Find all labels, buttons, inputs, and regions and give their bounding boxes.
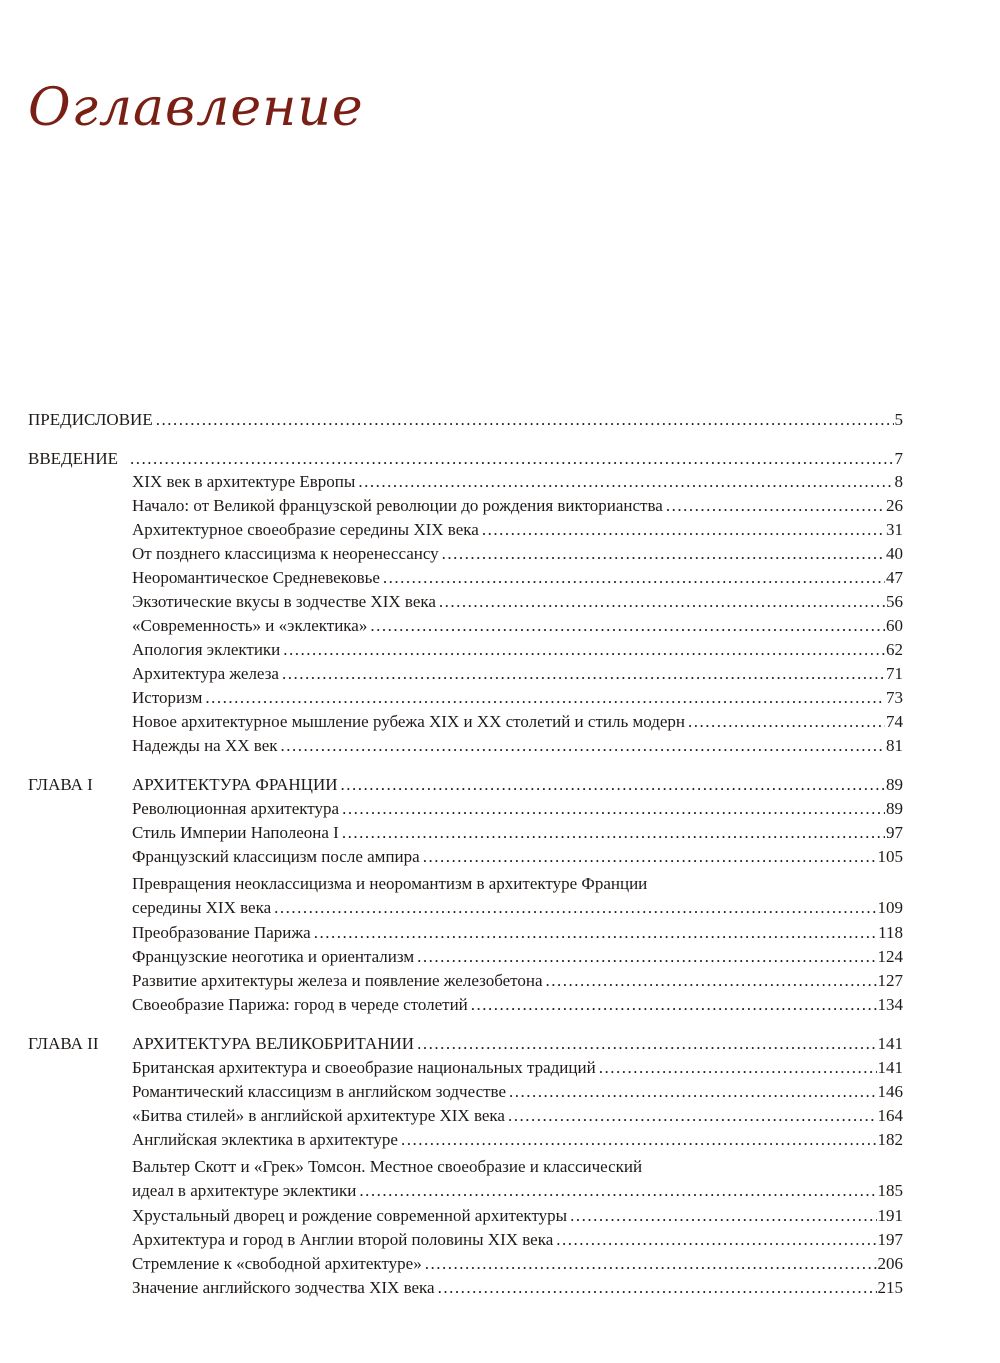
toc-page-number: 40: [886, 544, 903, 563]
toc-entry-label: Своеобразие Парижа: город в череде столетий: [132, 995, 468, 1014]
toc-entry-label: «Современность» и «эклектика»: [132, 616, 368, 635]
dot-leader: [425, 1253, 877, 1275]
dot-leader: [130, 448, 894, 470]
toc-page-number: 47: [886, 568, 903, 587]
toc-entry-label: Хрустальный дворец и рождение современной архитектуры: [132, 1206, 568, 1225]
toc-entry-label-line1: Вальтер Скотт и «Грек» Томсон. Местное своеобразие и классический: [132, 1157, 643, 1176]
toc-page-number: 89: [886, 775, 903, 794]
dot-leader: [342, 822, 885, 844]
toc-page-number: 7: [894, 449, 903, 468]
toc-entry-label: середины XIX века: [132, 898, 272, 917]
toc-entry-label: Неоромантическое Средневековье: [132, 568, 380, 587]
toc-entry-label: Новое архитектурное мышление рубежа XIX и XX столетий и стиль модерн: [132, 712, 686, 731]
toc-entry-label: Стиль Империи Наполеона I: [132, 823, 339, 842]
toc-entry[interactable]: [132, 798, 903, 820]
toc-page-number: 97: [886, 823, 903, 842]
toc-entry-label: Историзм: [132, 688, 203, 707]
toc-page-number: 8: [894, 472, 903, 491]
toc-page-number: 31: [886, 520, 903, 539]
toc-entry-label: Развитие архитектуры железа и появление железобетона: [132, 971, 543, 990]
toc-page-number: 197: [877, 1230, 903, 1249]
toc-entry[interactable]: [132, 1081, 903, 1103]
dot-leader: [688, 711, 885, 733]
toc-entry[interactable]: [132, 543, 903, 565]
toc-entry[interactable]: [132, 1253, 903, 1275]
toc-entry[interactable]: [132, 994, 903, 1016]
toc-entry[interactable]: [132, 1105, 903, 1127]
toc-entry-label: Начало: от Великой французской революции до рождения викторианства: [132, 496, 663, 515]
toc-entry-label: ПРЕДИСЛОВИЕ: [28, 410, 153, 429]
toc-entry-intro[interactable]: [28, 448, 903, 470]
toc-entry-label: АРХИТЕКТУРА ВЕЛИКОБРИТАНИИ: [132, 1034, 415, 1053]
toc-page-number: 81: [886, 736, 903, 755]
toc-entry-label: Архитектура и город в Англии второй половины XIX века: [132, 1230, 554, 1249]
toc-entry[interactable]: [132, 922, 903, 944]
toc-entry[interactable]: [132, 1057, 903, 1079]
toc-page-number: 141: [877, 1034, 903, 1053]
dot-leader: [570, 1205, 876, 1227]
toc-entry[interactable]: [132, 567, 903, 589]
toc-page-number: 26: [886, 496, 903, 515]
toc-entry[interactable]: [132, 946, 903, 968]
toc-entry[interactable]: [132, 735, 903, 757]
chapter-number: ГЛАВА I: [28, 775, 93, 794]
dot-leader: [417, 946, 876, 968]
dot-leader: [383, 567, 885, 589]
toc-entry-chapter-1[interactable]: [132, 774, 903, 796]
dot-leader: [358, 471, 893, 493]
toc-page-number: 118: [878, 923, 903, 942]
dot-leader: [282, 663, 885, 685]
toc-entry[interactable]: [132, 663, 903, 685]
dot-leader: [342, 798, 885, 820]
dot-leader: [471, 994, 877, 1016]
toc-page-number: 5: [894, 410, 903, 429]
toc-page-number: 141: [877, 1058, 903, 1077]
toc-entry-label-line1: Превращения неоклассицизма и неоромантизм в архитектуре Франции: [132, 874, 648, 893]
toc-entry[interactable]: [132, 687, 903, 709]
dot-leader: [509, 1081, 876, 1103]
toc-entry-label: Преобразование Парижа: [132, 923, 311, 942]
toc-page-number: 62: [886, 640, 903, 659]
toc-entry-label: Французские неоготика и ориентализм: [132, 947, 415, 966]
toc-page-number: 191: [877, 1206, 903, 1225]
toc-entry[interactable]: [132, 519, 903, 541]
dot-leader: [438, 1277, 877, 1299]
toc-page-number: 73: [886, 688, 903, 707]
dot-leader: [482, 519, 885, 541]
toc-entry-label: Британская архитектура и своеобразие национальных традиций: [132, 1058, 596, 1077]
toc-page-number: 71: [886, 664, 903, 683]
toc-entry-label: АРХИТЕКТУРА ФРАНЦИИ: [132, 775, 338, 794]
toc-entry[interactable]: [132, 1205, 903, 1227]
dot-leader: [281, 735, 885, 757]
toc-page-number: 124: [877, 947, 903, 966]
toc-page-number: 182: [877, 1130, 903, 1149]
dot-leader: [417, 1033, 876, 1055]
toc-entry-label: Революционная архитектура: [132, 799, 340, 818]
toc-page-number: 56: [886, 592, 903, 611]
dot-leader: [442, 543, 885, 565]
toc-entry[interactable]: [132, 970, 903, 992]
toc-entry-label: XIX век в архитектуре Европы: [132, 472, 356, 491]
dot-leader: [314, 922, 877, 944]
toc-entry-label: Английская эклектика в архитектуре: [132, 1130, 398, 1149]
toc-entry[interactable]: [132, 822, 903, 844]
toc-entry[interactable]: [132, 846, 903, 868]
toc-entry-label: идеал в архитектуре эклектики: [132, 1181, 357, 1200]
toc-entry[interactable]: [132, 471, 903, 493]
toc-entry-label: Надежды на XX век: [132, 736, 278, 755]
toc-entry-label: Французский классицизм после ампира: [132, 847, 420, 866]
toc-entry-label: Архитектурное своеобразие середины XIX века: [132, 520, 479, 539]
toc-entry-label: Апология эклектики: [132, 640, 281, 659]
toc-entry-label: Стремление к «свободной архитектуре»: [132, 1254, 422, 1273]
toc-page-number: 127: [877, 971, 903, 990]
dot-leader: [205, 687, 885, 709]
dot-leader: [156, 409, 894, 431]
page-title: Оглавление: [28, 78, 364, 138]
toc-entry[interactable]: [132, 1277, 903, 1299]
toc-page-number: 146: [877, 1082, 903, 1101]
dot-leader: [546, 970, 877, 992]
toc-entry-label: Значение английского зодчества XIX века: [132, 1278, 435, 1297]
toc-entry-label: ВВЕДЕНИЕ: [28, 449, 118, 468]
dot-leader: [556, 1229, 876, 1251]
toc-entry[interactable]: [132, 1129, 903, 1151]
dot-leader: [283, 639, 885, 661]
toc-page-number: 134: [877, 995, 903, 1014]
toc-entry[interactable]: [132, 711, 903, 733]
toc-entry-label: Экзотические вкусы в зодчестве XIX века: [132, 592, 436, 611]
toc-entry[interactable]: [132, 639, 903, 661]
toc-entry-chapter-2[interactable]: [132, 1033, 903, 1055]
dot-leader: [341, 774, 885, 796]
dot-leader: [439, 591, 885, 613]
toc-entry-label: Романтический классицизм в английском зодчестве: [132, 1082, 507, 1101]
dot-leader: [359, 1180, 876, 1202]
dot-leader: [423, 846, 877, 868]
dot-leader: [370, 615, 885, 637]
toc-page-number: 89: [886, 799, 903, 818]
toc-entry[interactable]: [132, 1229, 903, 1251]
toc-page-number: 109: [877, 898, 903, 917]
dot-leader: [274, 897, 876, 919]
toc-entry[interactable]: [132, 897, 903, 919]
toc-entry-label: От позднего классицизма к неоренессансу: [132, 544, 439, 563]
toc-page-number: 74: [886, 712, 903, 731]
dot-leader: [666, 495, 885, 517]
toc-page-number: 215: [877, 1278, 903, 1297]
toc-entry[interactable]: [132, 591, 903, 613]
toc-entry[interactable]: [132, 1180, 903, 1202]
toc-page-number: 105: [877, 847, 903, 866]
toc-entry-label: Архитектура железа: [132, 664, 279, 683]
toc-entry-preface[interactable]: [28, 409, 903, 431]
dot-leader: [599, 1057, 877, 1079]
toc-page-number: 206: [877, 1254, 903, 1273]
toc-page-number: 60: [886, 616, 903, 635]
toc-entry-label: «Битва стилей» в английской архитектуре XIX века: [132, 1106, 505, 1125]
toc-page-number: 185: [877, 1181, 903, 1200]
dot-leader: [508, 1105, 877, 1127]
toc-entry[interactable]: [132, 615, 903, 637]
dot-leader: [401, 1129, 877, 1151]
toc-page-number: 164: [877, 1106, 903, 1125]
chapter-number: ГЛАВА II: [28, 1034, 99, 1053]
toc-entry[interactable]: [132, 495, 903, 517]
